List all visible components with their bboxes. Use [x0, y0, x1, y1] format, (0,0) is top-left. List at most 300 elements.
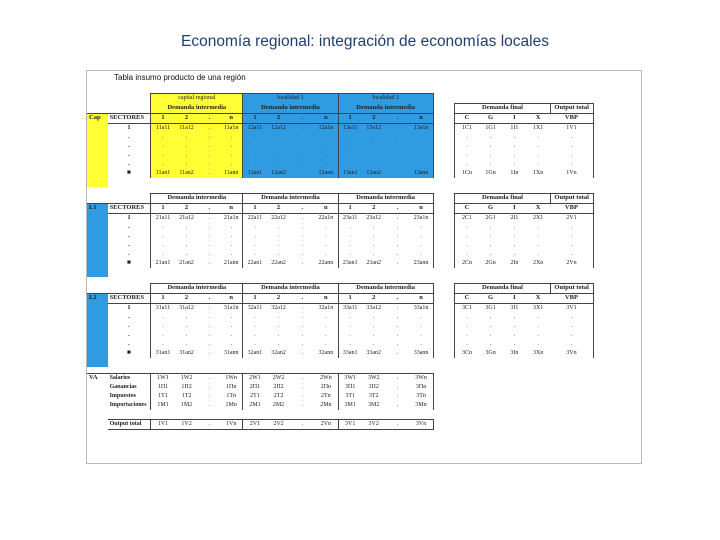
va-row-label: Ganancias	[109, 383, 137, 390]
coef-cell: .	[220, 241, 243, 250]
coef-cell: 33a1n	[409, 303, 433, 313]
va-cell: 2Πn	[314, 383, 338, 392]
spacer-cell	[433, 349, 455, 358]
coef-cell: 22ann	[314, 259, 338, 268]
spacer-cell	[550, 178, 593, 187]
coef-cell: .	[338, 313, 362, 322]
spacer-cell	[526, 410, 550, 420]
fd-cell: .	[489, 340, 492, 347]
coef-cell: 33a12	[362, 303, 386, 313]
va-cell: 1T2	[181, 392, 192, 399]
vrow-cell: .	[290, 419, 314, 429]
va-cell: 2Π1	[243, 383, 267, 392]
vbp-cell: .	[550, 151, 593, 160]
col-index: .	[386, 293, 410, 303]
spacer-cell	[433, 113, 455, 123]
demanda-final-header: Demanda final	[455, 193, 550, 203]
coef-cell: .	[290, 250, 314, 259]
sector-index: ■	[126, 258, 131, 266]
demanda-intermedia-header: Demanda intermedia	[151, 283, 243, 293]
empty-cell	[502, 392, 526, 401]
coef-cell: .	[290, 340, 314, 349]
fd-cell: 3In	[510, 349, 519, 356]
spacer-cell	[267, 268, 291, 277]
coef-cell: .	[267, 241, 291, 250]
spacer-cell	[290, 178, 314, 187]
empty-cell	[502, 383, 526, 392]
empty-cell	[479, 419, 503, 429]
table-row	[87, 401, 639, 410]
coef-cell: .	[198, 313, 220, 322]
coef-cell: .	[198, 169, 220, 178]
empty-cell	[502, 94, 526, 104]
coef-cell: .	[243, 313, 267, 322]
demanda-intermedia-header: Demanda intermedia	[243, 103, 338, 113]
coef-cell: .	[362, 160, 386, 169]
fd-cell: .	[489, 331, 492, 338]
spacer-cell	[267, 178, 291, 187]
corner-cell	[87, 193, 108, 203]
vrow-cell: 2V2	[267, 419, 291, 429]
empty-cell	[550, 94, 593, 104]
vbp-cell: 2V1	[550, 213, 593, 223]
va-cell: 2M1	[243, 401, 267, 410]
empty-cell	[550, 419, 593, 429]
spacer-cell	[198, 268, 220, 277]
table-row	[87, 213, 639, 223]
vbp-cell: .	[550, 223, 593, 232]
fd-cell: 3C1	[455, 303, 479, 313]
col-index: .	[290, 203, 314, 213]
spacer-cell	[290, 268, 314, 277]
va-cell: 1Wn	[220, 373, 243, 383]
table-row	[87, 123, 639, 133]
coef-cell: .	[362, 223, 386, 232]
coef-cell: 31an2	[175, 349, 199, 358]
coef-cell: .	[314, 142, 338, 151]
sector-index: .	[128, 222, 130, 230]
coef-cell: .	[314, 241, 338, 250]
coef-cell: .	[151, 232, 175, 241]
spacer-cell	[479, 178, 503, 187]
vrow-cell: 2Vn	[314, 419, 338, 429]
coef-cell: .	[386, 232, 410, 241]
spacer-cell	[409, 178, 433, 187]
spacer-cell	[220, 178, 243, 187]
demanda-intermedia-header: Demanda intermedia	[151, 193, 243, 203]
spacer-cell	[151, 268, 175, 277]
empty-cell	[526, 392, 550, 401]
fd-C-header: C	[455, 113, 479, 123]
va-row-label: Impuestos	[109, 392, 136, 399]
fd-cell: 3Xn	[532, 349, 544, 356]
fd-cell: .	[455, 340, 479, 349]
va-cell: 3M2	[368, 401, 380, 408]
fd-cell: .	[513, 133, 516, 140]
fd-cell: .	[455, 133, 479, 142]
section-va-label: VA	[87, 373, 108, 429]
spacer-cell	[526, 358, 550, 367]
coef-cell: .	[314, 223, 338, 232]
table-row	[87, 392, 639, 401]
spacer-cell	[314, 410, 338, 420]
coef-cell: 31a12	[175, 303, 199, 313]
coef-cell: .	[267, 223, 291, 232]
col-index: 2	[362, 293, 386, 303]
col-index: 2	[267, 113, 291, 123]
col-index: 1	[151, 113, 175, 123]
vrow-cell: 1V1	[151, 419, 175, 429]
table-row	[87, 151, 639, 160]
empty-cell	[502, 401, 526, 410]
vbp-cell: .	[550, 241, 593, 250]
spacer-cell	[433, 313, 455, 322]
fd-cell: .	[455, 160, 479, 169]
coef-cell: 33an1	[338, 349, 362, 358]
coef-cell: .	[151, 322, 175, 331]
coef-cell: 21ann	[220, 259, 243, 268]
coef-cell: .	[151, 241, 175, 250]
fd-cell: 1I1	[510, 124, 519, 131]
spacer-cell	[502, 410, 526, 420]
va-cell: 3M1	[338, 401, 362, 410]
table-row	[87, 268, 639, 277]
sector-index: .	[128, 159, 130, 167]
coef-cell: .	[409, 223, 433, 232]
coef-cell: .	[151, 151, 175, 160]
col-index: n	[314, 113, 338, 123]
coef-cell: .	[290, 223, 314, 232]
spacer-cell	[433, 293, 455, 303]
coef-cell: 21a11	[151, 213, 175, 223]
vrow-cell: 3Vn	[409, 419, 433, 429]
sector-index: ■	[126, 348, 131, 356]
spacer-cell	[220, 410, 243, 420]
spacer-cell	[409, 268, 433, 277]
coef-cell: .	[220, 142, 243, 151]
coef-cell: .	[290, 151, 314, 160]
col-index: 2	[267, 293, 291, 303]
va-cell: 1Π1	[151, 383, 175, 392]
va-cell: 2W1	[243, 373, 267, 383]
coef-cell: .	[243, 250, 267, 259]
coef-cell: .	[409, 160, 433, 169]
fd-cell: .	[537, 160, 539, 167]
va-cell: 3T2	[368, 392, 379, 399]
fd-cell: .	[455, 223, 479, 232]
corner-cell	[108, 94, 151, 104]
fd-cell: .	[537, 142, 539, 149]
col-index: .	[198, 203, 220, 213]
region-capital-label: capital regional	[151, 94, 243, 104]
sector-index: .	[128, 150, 130, 158]
output-total-header: Output total	[550, 193, 593, 203]
va-cell: .	[208, 383, 210, 390]
fd-cell: .	[513, 151, 516, 158]
spacer-cell	[455, 178, 479, 187]
section-l1-label: L1	[87, 203, 108, 277]
spacer-cell	[151, 358, 175, 367]
coef-cell: .	[290, 322, 314, 331]
coef-cell: .	[314, 232, 338, 241]
coef-cell: .	[386, 349, 410, 358]
coef-cell: .	[267, 160, 291, 169]
coef-cell: 31ann	[220, 349, 243, 358]
sector-index: 1	[127, 213, 131, 221]
spacer-cell	[267, 410, 291, 420]
fd-cell: .	[455, 232, 479, 241]
corner-cell	[108, 103, 151, 113]
col-index: .	[198, 293, 220, 303]
coef-cell: .	[151, 313, 175, 322]
spacer-cell	[243, 410, 267, 420]
fd-cell: 1Xn	[532, 169, 544, 176]
section-l2-label: L2	[87, 293, 108, 367]
coef-cell: 21an2	[175, 259, 199, 268]
col-index: n	[409, 113, 433, 123]
empty-cell	[455, 94, 479, 104]
spacer-cell	[593, 410, 639, 420]
coef-cell: .	[386, 123, 410, 133]
vbp-cell: 1V1	[550, 123, 593, 133]
vrow-cell: 3V2	[362, 419, 386, 429]
fd-cell: .	[513, 322, 516, 329]
table-row	[87, 358, 639, 367]
empty-cell	[550, 401, 593, 410]
sector-index: .	[128, 321, 130, 329]
coef-cell: 23ann	[409, 259, 433, 268]
table-row	[87, 223, 639, 232]
spacer-cell	[433, 103, 455, 113]
coef-cell: .	[243, 241, 267, 250]
fd-cell: .	[455, 331, 479, 340]
sector-index: .	[128, 330, 130, 338]
vbp-header: VBP	[550, 293, 593, 303]
demanda-intermedia-header: Demanda intermedia	[151, 103, 243, 113]
coef-cell: .	[338, 160, 362, 169]
spacer-cell	[243, 178, 267, 187]
col-index: .	[386, 113, 410, 123]
va-cell: .	[301, 383, 304, 390]
col-index: 1	[151, 203, 175, 213]
sectores-header: SECTORES	[108, 113, 151, 123]
va-cell: .	[301, 392, 304, 399]
va-cell: 1Πn	[220, 383, 243, 392]
empty-cell	[593, 94, 639, 104]
coef-cell: .	[243, 340, 267, 349]
spacer-cell	[433, 142, 455, 151]
sector-index: ■	[126, 168, 131, 176]
coef-cell: 21an1	[151, 259, 175, 268]
coef-cell: .	[290, 241, 314, 250]
coef-cell: .	[386, 250, 410, 259]
coef-cell: .	[314, 160, 338, 169]
coef-cell: 21a1n	[220, 213, 243, 223]
coef-cell: .	[267, 133, 291, 142]
col-index: 2	[362, 113, 386, 123]
coef-cell: .	[151, 223, 175, 232]
table-row	[87, 259, 639, 268]
spacer-cell	[314, 358, 338, 367]
coef-cell: .	[151, 340, 175, 349]
vbp-cell: 3V1	[550, 303, 593, 313]
coef-cell: .	[338, 223, 362, 232]
spacer-cell	[409, 410, 433, 420]
coef-cell: .	[409, 142, 433, 151]
col-index: .	[386, 203, 410, 213]
spacer-cell	[479, 268, 503, 277]
table-row	[87, 410, 639, 420]
coef-cell: 12ann	[314, 169, 338, 178]
fd-cell: .	[513, 142, 516, 149]
table-row	[87, 313, 639, 322]
coef-cell: 22a11	[243, 213, 267, 223]
coef-cell: .	[198, 250, 220, 259]
coef-cell: .	[151, 250, 175, 259]
va-cell: 1W2	[175, 373, 199, 383]
spacer-cell	[593, 358, 639, 367]
va-cell: 1W1	[151, 373, 175, 383]
table-row	[87, 383, 639, 392]
spacer-cell	[198, 358, 220, 367]
coef-cell: .	[267, 250, 291, 259]
coef-cell: .	[175, 313, 199, 322]
coef-cell: .	[290, 133, 314, 142]
spacer-cell	[151, 178, 175, 187]
fd-C-header: C	[455, 203, 479, 213]
coef-cell: 22an2	[267, 259, 291, 268]
fd-cell: 1In	[510, 169, 519, 176]
spacer-cell	[198, 410, 220, 420]
fd-cell: .	[537, 313, 539, 320]
coef-cell: 22a1n	[314, 213, 338, 223]
section-cap-label: Cap	[87, 113, 108, 187]
sector-index: .	[128, 141, 130, 149]
fd-cell: .	[513, 331, 516, 338]
coef-cell: .	[338, 142, 362, 151]
spacer-cell	[433, 160, 455, 169]
spacer-cell	[502, 268, 526, 277]
spacer-cell	[433, 232, 455, 241]
empty-cell	[455, 392, 479, 401]
spacer-cell	[267, 358, 291, 367]
coef-cell: .	[220, 160, 243, 169]
coef-cell: .	[338, 250, 362, 259]
coef-cell: 23a11	[338, 213, 362, 223]
coef-cell: .	[175, 250, 199, 259]
fd-cell: 1X1	[532, 124, 544, 131]
fd-cell: .	[537, 133, 539, 140]
coef-cell: 33an2	[362, 349, 386, 358]
coef-cell: .	[338, 133, 362, 142]
empty-cell	[502, 419, 526, 429]
coef-cell: 32a11	[243, 303, 267, 313]
spacer-cell	[502, 178, 526, 187]
fd-cell: 2I1	[510, 214, 519, 221]
demanda-intermedia-header: Demanda intermedia	[338, 283, 433, 293]
va-cell: 3W2	[362, 373, 386, 383]
coef-cell: .	[198, 303, 220, 313]
va-cell: 1Tn	[220, 392, 243, 401]
empty-cell	[433, 392, 455, 401]
coef-cell: .	[175, 151, 199, 160]
spacer-cell	[338, 268, 362, 277]
vrow-cell: .	[198, 419, 220, 429]
coef-cell: .	[151, 160, 175, 169]
spacer-cell	[409, 358, 433, 367]
fd-cell: .	[489, 322, 492, 329]
va-cell: 2Wn	[314, 373, 338, 383]
fd-cell: .	[455, 142, 479, 151]
coef-cell: .	[314, 340, 338, 349]
coef-cell: .	[314, 313, 338, 322]
coef-cell: .	[151, 133, 175, 142]
fd-cell: .	[537, 250, 539, 257]
coef-cell: .	[175, 160, 199, 169]
coef-cell: .	[198, 331, 220, 340]
coef-cell: .	[409, 250, 433, 259]
coef-cell: 13ann	[409, 169, 433, 178]
table-row	[87, 373, 639, 383]
fd-cell: 1Cn	[455, 169, 479, 178]
va-cell: .	[198, 373, 220, 383]
coef-cell: 32an1	[243, 349, 267, 358]
table-row	[87, 349, 639, 358]
col-index: 1	[338, 113, 362, 123]
va-cell: 3Tn	[409, 392, 433, 401]
spacer-cell	[433, 250, 455, 259]
coef-cell: .	[314, 322, 338, 331]
va-cell: 2T1	[243, 392, 267, 401]
coef-cell: .	[175, 142, 199, 151]
table-row	[87, 283, 639, 293]
empty-cell	[479, 373, 503, 383]
va-row-label: Importaciones	[109, 401, 147, 408]
spacer-cell	[433, 340, 455, 349]
spacer-cell	[479, 358, 503, 367]
fd-cell: .	[455, 151, 479, 160]
empty-cell	[433, 94, 455, 104]
empty-cell	[479, 94, 503, 104]
coef-cell: .	[386, 331, 410, 340]
va-cell: 3Π2	[368, 383, 379, 390]
table-row	[87, 160, 639, 169]
coef-cell: .	[220, 331, 243, 340]
empty-cell	[550, 383, 593, 392]
va-cell: 2W2	[267, 373, 291, 383]
coef-cell: .	[386, 133, 410, 142]
vbp-cell: .	[550, 331, 593, 340]
fd-cell: .	[513, 232, 516, 239]
fd-I-header: I	[502, 113, 526, 123]
spacer-cell	[386, 358, 410, 367]
coef-cell: .	[362, 313, 386, 322]
fd-cell: .	[537, 331, 539, 338]
coef-cell: .	[198, 340, 220, 349]
coef-cell: .	[290, 259, 314, 268]
coef-cell: .	[386, 213, 410, 223]
fd-cell: .	[489, 241, 492, 248]
fd-cell: .	[537, 151, 539, 158]
corner-cell	[87, 283, 108, 293]
spacer-cell	[479, 410, 503, 420]
spacer-cell	[433, 123, 455, 133]
fd-cell: .	[537, 232, 539, 239]
fd-cell: .	[489, 223, 492, 230]
fd-cell: .	[489, 232, 492, 239]
fd-cell: 2In	[510, 259, 519, 266]
demanda-intermedia-header: Demanda intermedia	[338, 193, 433, 203]
